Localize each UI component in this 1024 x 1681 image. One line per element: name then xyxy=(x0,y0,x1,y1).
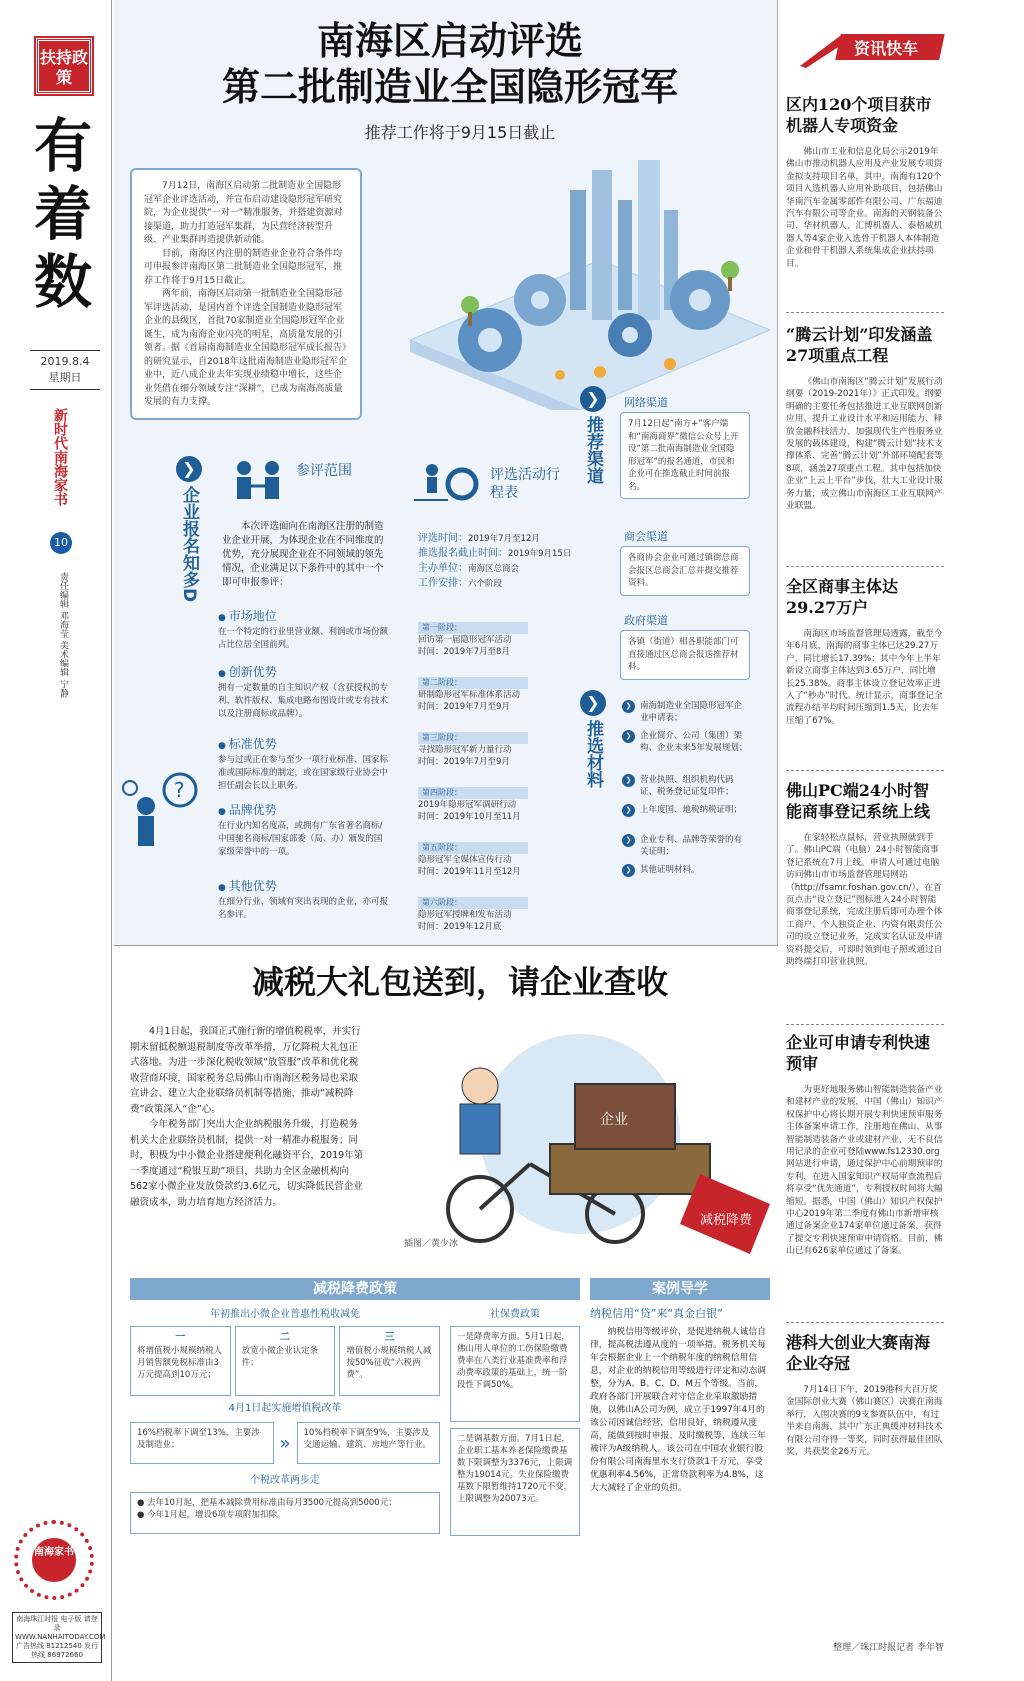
stage-task: 隐形冠军全媒体宣传行动 xyxy=(418,855,512,865)
news-item[interactable] xyxy=(786,1032,944,1258)
news-body: 《佛山市南海区“腾云计划”发展行动纲要（2019-2021年）》正式印发。纲要明确的主要任务包括推进工业互联网创新应用、提升工业设计水平和运用能力、释放金融科技活力、加强现代生产性服务业发展的载体建设，构建“腾云计划”技术支撑体系、完善“腾云计划”外部环境配套等8项，涵盖27项重点工程。其中包括加快企业“上云上平台”步伐，壮大工业设计服务力量，成立佛山市南海区工业互联网产业联盟。 xyxy=(786,377,943,512)
news-divider xyxy=(786,770,944,771)
intro-paragraph: 两年前，南海区启动第一批制造业全国隐形冠军评选活动，是国内首个评选全国制造业隐形冠军企业的县级区，首批70家制造业全国隐形冠军企业诞生，成为南海企业闪亮的明星，高质量发展的引领者。据《首届南海制造业全国隐形冠军成长报告》的研究显示，自2018年这批南海制造业隐形冠军企业中，近八成企业去年实现业绩稳中增长，这些企业凭借在细分领域专注“深耕”，已成为南海高质量发展的有力支撑。 xyxy=(144,289,347,407)
social-item: 一是降费率方面。5月1日起，佛山用人单位的工伤保险缴费费率在八类行业基准费率和浮动费率政策的基础上，统一阶段性下调50%。 xyxy=(450,1326,580,1422)
vat-title: 4月1日起实施增值税改革 xyxy=(228,1403,342,1414)
channel-body: 7月12日起“南方+”客户端和“南海商界”微信公众号上开设“第二批南海制造业全国隐形冠军”的报名通道，市民和企业可在推选截止时间前报名。 xyxy=(620,412,750,499)
news-title[interactable]: 港科大创业大赛南海企业夺冠 xyxy=(786,1333,931,1373)
material-item: ❯ 南海制造业全国隐形冠军企业申请表； xyxy=(622,700,750,730)
qr-label: 南海家书 xyxy=(32,1538,76,1582)
advantage-title: ● 标准优势 xyxy=(218,736,390,754)
question-person-icon xyxy=(120,770,200,860)
material-item: ❯ 企业专利、品牌等荣誉的有关证明； xyxy=(622,834,750,864)
tax-intro xyxy=(130,1024,366,1210)
schedule-info-row: 评选时间：2019年7月至12月 xyxy=(418,533,540,544)
news-item[interactable] xyxy=(786,324,944,512)
small-biz-list xyxy=(130,1326,440,1396)
vat-item: 10%档税率下调至9%，主要涉及交通运输、建筑、房地产等行业。 xyxy=(297,1422,441,1464)
illustration-caption: 插图／黄少冰 xyxy=(404,1239,459,1249)
advantage-body: 在行业内知名度高，或拥有广东省著名商标/中国驰名商标/国家部委（局、办）颁发的国家级荣誉中的一项。 xyxy=(218,821,383,857)
channel-chamber xyxy=(620,528,750,596)
stage-task: 回访第一届隐形冠军活动 xyxy=(418,635,512,645)
issue-date: 2019.8.4 xyxy=(40,355,90,368)
intro-paragraph: 目前，南海区内注册的制造业企业符合条件均可申报参评南海区第二批制造业全国隐形冠军，推荐工作将于9月15日截止。 xyxy=(144,248,343,286)
tax-cart-illustration xyxy=(400,1024,770,1254)
case-headline: 纳税信用“贷”来“真金白银” xyxy=(590,1307,723,1320)
social-item: 二是调基数方面。7月1日起，企业职工基本养老保险缴费基数下限调整为3376元，上限调整为19014元。失业保险缴费基数下限暂维持1720元不变，上限调整为20073元。 xyxy=(450,1428,580,1536)
runner-gear-icon xyxy=(414,460,484,506)
double-chevron-icon: » xyxy=(279,1432,291,1454)
schedule-info-row: 主办单位：南海区总商会 xyxy=(418,563,520,574)
footer-note: 南海珠江时报 电子版 请登录 WWW.NANHAITODAY.COM 广告热线 81212540 发行热线 86972660 xyxy=(12,1612,102,1663)
cart-label: 企业 xyxy=(600,1112,628,1128)
stage-time: 时间：2019年7月至8月 xyxy=(418,647,510,657)
stage-time: 时间：2019年7月至9月 xyxy=(418,702,510,712)
schedule-title: 评选活动行程表 xyxy=(490,467,560,501)
advantage-body: 拥有一定数量的自主知识产权（含获授权的专利、软件版权、集成电路布图设计或专有技术以及注册商标或品牌）。 xyxy=(218,683,389,719)
news-body: 在家轻松点鼠标，营业执照就到手了。佛山PC端（电脑）24小时智能商事登记系统在7月上线。申请人可通过电脑访问佛山市市场监督管理局网站（http://fsamr.foshan.gov.cn/），在首页点击“设立登记”图标进入24小时智能商事登记系统，完成注册后即可办理个体工商户、个人独资企业、内资有限责任公司的设立登记业务，完成实名认证及申请资料提交后，可即时领到电子照或通过自助终端打印营业执照。 xyxy=(786,833,943,968)
chevron-right-icon: ❯ xyxy=(176,456,202,482)
material-item: ❯ 上年度国、地税纳税证明； xyxy=(622,804,750,834)
small-biz-item: 二 放宽小微企业认定条件； xyxy=(235,1326,336,1396)
enroll-section-label: 企业报名知多D xyxy=(179,486,199,603)
news-body: 南海区市场监督管理局透露，截至今年6月底，南海的商事主体已达29.27万户，同比增长17.39%；其中今年上半年新设立商事主体达到3.65万户，同比增长25.38%。商事主体设立登记效率正进入了“秒办”时代。统计显示，商事登记全流程办结平均时间压缩到1.5天，比去年压缩了67%。 xyxy=(786,629,943,726)
stage-time: 时间：2019年12月底 xyxy=(418,922,502,932)
stage-tag: 第五阶段： xyxy=(418,842,528,854)
small-biz-item: 三 增值税小规模纳税人减按50%征收“六税两费”。 xyxy=(339,1326,440,1396)
news-body: 为更好地服务佛山智能制造装备产业和建材产业的发展，中国（佛山）知识产权保护中心将长期开展专利快速预审服务主体备案申请工作，注册地在佛山、从事智能制造装备产业或建材产业，无不良信用记录的企业可登陆www.fs12330.org网站进行申请，通过保护中心前期预审的专利，在进入国家知识产权局审查流程后将享受“优先通道”，专利授权时间将大幅缩短。据悉，中国（佛山）知识产权保护中心2019年第二季度有佛山市新增审核通过备案企业174家单位通过备案，获得了提交专利快速预审申请资格。目前，佛山已有626家单位通过了备案。 xyxy=(786,1085,943,1257)
advantage-item xyxy=(218,802,390,878)
material-item: ❯ 其他证明材料。 xyxy=(622,864,750,894)
tax-paragraph: 4月1日起，我国正式施行新的增值税税率，并实行期末留抵税额退税制度等改革举措，万亿降税大礼包正式落地。为进一步深化税收领域“放管服”改革和优化税收营商环境，国家税务总局佛山市南海区税务局也采取宣讲会、建立大企业联络员机制等措施，推动“减税降费”政策深入“企”心。 xyxy=(130,1026,361,1115)
advantage-item xyxy=(218,608,390,664)
section-seal: 扶持政策 xyxy=(36,38,92,94)
feature-intro-box xyxy=(130,168,362,420)
news-divider xyxy=(786,566,944,567)
advantage-item xyxy=(218,736,390,802)
chevron-right-icon: ❯ xyxy=(580,386,606,412)
advantage-title: ● 市场地位 xyxy=(218,608,390,626)
stage-tag: 第三阶段： xyxy=(418,732,528,744)
advantage-body: 在一个特定的行业里营业额、利润或市场份额占比位居全国前列。 xyxy=(218,627,389,650)
income-list xyxy=(130,1492,440,1534)
advantage-body: 参与过或正在参与至少一项行业标准、国家标准或国际标准的制定，或在国家级行业协会中担任副会长以上职务。 xyxy=(218,755,389,791)
advantage-item xyxy=(218,878,390,928)
page-number: 10 xyxy=(50,532,72,554)
stage-item xyxy=(418,842,578,893)
channel-body: 各商协会企业可通过镇街总商会报区总商会汇总并提交推荐资料。 xyxy=(620,546,750,596)
material-item: ❯ 企业简介、公司（集团）架构、企业未来5年发展规划； xyxy=(622,730,750,774)
tax-paragraph: 今年税务部门突出大企业纳税服务升级，打造税务机关大企业联络员机制，提供一对一精准办税服务；同时，积极为中小微企业搭建便利化融资平台，2019年第一季度通过“税银互助”项目，共助力全区金融机构向562家小微企业发放贷款约3.6亿元，切实降低民营企业融资成本，助力培育地方经济活力。 xyxy=(130,1119,364,1208)
stage-task: 研制隐形冠军标准体系活动 xyxy=(418,690,521,700)
stage-item xyxy=(418,677,578,728)
issue-date-block xyxy=(30,350,100,390)
handshake-icon xyxy=(226,456,290,506)
news-divider xyxy=(786,1024,944,1025)
income-item: ● 今年1月起，增设6项专项附加扣除。 xyxy=(137,1510,286,1520)
policy-bar: 减税降费政策 xyxy=(130,1278,580,1300)
stage-tag: 第六阶段： xyxy=(418,897,528,909)
stage-item xyxy=(418,732,578,783)
news-body: 佛山市工业和信息化局公示2019年佛山市推动机器人应用及产业发展专项资金拟支持项目名单，其中，南海有120个项目入选机器人应用补助项目，包括佛山华南汽车金属零部件有限公司、广东福迪汽车有限公司等企业。南海的天钢装备公司、华材机器人、汇博机器人、泰格威机器人等4家企业入选骨干机器人本体制造企业和骨干机器人系统集成企业扶持项目。 xyxy=(786,147,943,269)
headline-line-1: 南海区启动评选 xyxy=(316,18,583,63)
materials-list xyxy=(622,700,750,894)
stage-tag: 第四阶段： xyxy=(418,787,528,799)
editor-credits: 责任编辑 邓海莹 美术编辑 宁静 xyxy=(58,572,68,698)
materials-label: 推选材料 xyxy=(583,720,603,788)
schedule-info-row: 推选报名截止时间：2019年9月15日 xyxy=(418,548,572,559)
channel-title: 商会渠道 xyxy=(624,530,668,543)
case-body: 纳税信用等级评价，是促进纳税人诚信自律，提高税法遵从度的一项举措。税务机关每年会根据企业上一个纳税年度的纳税信用信息，对企业的纳税信用等级进行评定和动态调整，分为A、B、C、D、M五个等级。当前，政府各部门开展联合对守信企业采取激励措施，以佛山A公司为例，成立于1997年4月的该公司因诚信经营，信用良好，纳税遵从度高，能做到按时申报、及时缴税等，连续三年被评为A级纳税人。该公司在中国农业银行股份有限公司南海里水支行贷款1千万元，享受优惠利率4.56%，正常贷款利率为4.8%，这大大减轻了企业的负担。 xyxy=(590,1327,766,1493)
stage-time: 时间：2019年11月至12月 xyxy=(418,867,521,877)
feature-subheadline: 推荐工作将于9月15日截止 xyxy=(364,123,556,142)
channel-body: 各镇（街道）相各职能部门可直接通过区总商会报送推荐材料。 xyxy=(620,630,750,680)
channel-title: 网络渠道 xyxy=(624,396,668,409)
advantage-list xyxy=(218,608,390,928)
stage-tag: 第一阶段： xyxy=(418,622,528,634)
news-divider xyxy=(786,312,944,313)
news-item[interactable] xyxy=(786,780,944,968)
social-title: 社保费政策 xyxy=(490,1309,540,1320)
material-item: ❯ 营业执照、组织机构代码证、税务登记证复印件； xyxy=(622,774,750,804)
news-title[interactable]: 全区商事主体达29.27万户 xyxy=(786,577,899,617)
schedule-info xyxy=(418,526,578,589)
vat-list xyxy=(130,1420,440,1466)
advantage-title: ● 品牌优势 xyxy=(218,802,390,820)
byline: 整理／珠江时报记者 李年智 xyxy=(833,1643,944,1653)
banner-title: 资讯快车 xyxy=(854,39,919,58)
stage-task: 2019年隐形冠军调研行动 xyxy=(418,800,517,810)
chevron-right-icon: ❯ xyxy=(580,690,606,716)
news-title[interactable]: 企业可申请专利快速预审 xyxy=(786,1033,931,1073)
income-title: 个税改革两步走 xyxy=(250,1475,320,1486)
advantage-body: 在细分行业、领域有突出表现的企业，亦可报名参评。 xyxy=(218,897,389,920)
tax-headline: 减税大礼包送到，请企业查收 xyxy=(251,963,668,1001)
stage-task: 隐形冠军授牌和发布活动 xyxy=(418,910,512,920)
stage-item xyxy=(418,622,578,673)
small-biz-item: 一 将增值税小规模纳税人月销售额免税标准由3万元提高到10万元； xyxy=(130,1326,231,1396)
stage-task: 寻找隐形冠军新力量行动 xyxy=(418,745,512,755)
stage-item xyxy=(418,787,578,838)
schedule-info-row: 工作安排：六个阶段 xyxy=(418,578,503,589)
gears-illustration xyxy=(370,150,780,410)
banner-label: 减税降费 xyxy=(700,1213,753,1228)
scope-body: 本次评选面向在南海区注册的制造业企业开展，为体现企业在不同维度的优势，充分展现企业在不同领域的领先情况，企业满足以下条件中的其中一个即可申报参评： xyxy=(222,521,384,588)
news-banner xyxy=(800,28,950,68)
advantage-title: ● 创新优势 xyxy=(218,664,390,682)
stage-time: 时间：2019年7月至9月 xyxy=(418,757,510,767)
news-item[interactable] xyxy=(786,1332,944,1458)
stage-tag: 第二阶段： xyxy=(418,677,528,689)
advantage-title: ● 其他优势 xyxy=(218,878,390,896)
section-divider xyxy=(114,945,778,946)
stage-list xyxy=(418,618,578,948)
news-title[interactable]: 区内120个项目获市机器人专项资金 xyxy=(786,95,932,135)
income-item: ● 去年10月起，把基本减除费用标准由每月3500元提高到5000元； xyxy=(137,1498,397,1508)
case-bar: 案例导学 xyxy=(590,1278,770,1300)
svg-text:?: ? xyxy=(174,778,185,802)
vat-item: 16%档税率下调至13%，主要涉及制造业； xyxy=(130,1422,274,1464)
channel-title: 政府渠道 xyxy=(624,614,668,627)
section-title: 有着数 xyxy=(33,112,92,316)
headline-line-2: 第二批制造业全国隐形冠军 xyxy=(221,64,678,109)
advantage-item xyxy=(218,664,390,736)
small-biz-title: 年初推出小微企业普惠性税收减免 xyxy=(210,1309,360,1320)
channels-label: 推荐渠道 xyxy=(583,416,603,484)
news-divider xyxy=(786,1322,944,1323)
channel-network xyxy=(620,394,750,499)
scope-title: 参评范围 xyxy=(296,463,352,479)
news-item[interactable] xyxy=(786,94,944,270)
column-name: 新时代南海家书 xyxy=(52,408,68,506)
stage-time: 时间：2019年10月至11月 xyxy=(418,812,521,822)
news-body: 7月14日下午，2019港科大百万奖金国际创业大赛（佛山赛区）决赛在南海举行，入围决赛的9支参赛队伍中，有过半来自南海，其中广东正典缓冲材料技术有限公司夺得一等奖，同时获得最佳团队奖，共获奖金26万元。 xyxy=(786,1385,943,1458)
issue-weekday: 星期日 xyxy=(48,371,82,384)
channel-government xyxy=(620,612,750,680)
news-item[interactable] xyxy=(786,576,944,727)
news-title[interactable]: “腾云计划”印发涵盖27项重点工程 xyxy=(786,325,933,365)
news-title[interactable]: 佛山PC端24小时智能商事登记系统上线 xyxy=(786,781,931,821)
stage-item xyxy=(418,897,578,948)
feature-headline xyxy=(160,18,740,110)
intro-paragraph: 7月12日，南海区启动第二批制造业全国隐形冠军企业评选活动，并宣布启动建设隐形冠军研究院，为企业提供“一对一”精准服务，并搭建资源对接渠道，助力打造冠军集群，为民营经济转型升级、产业集群再造提供新动能。 xyxy=(144,181,343,245)
